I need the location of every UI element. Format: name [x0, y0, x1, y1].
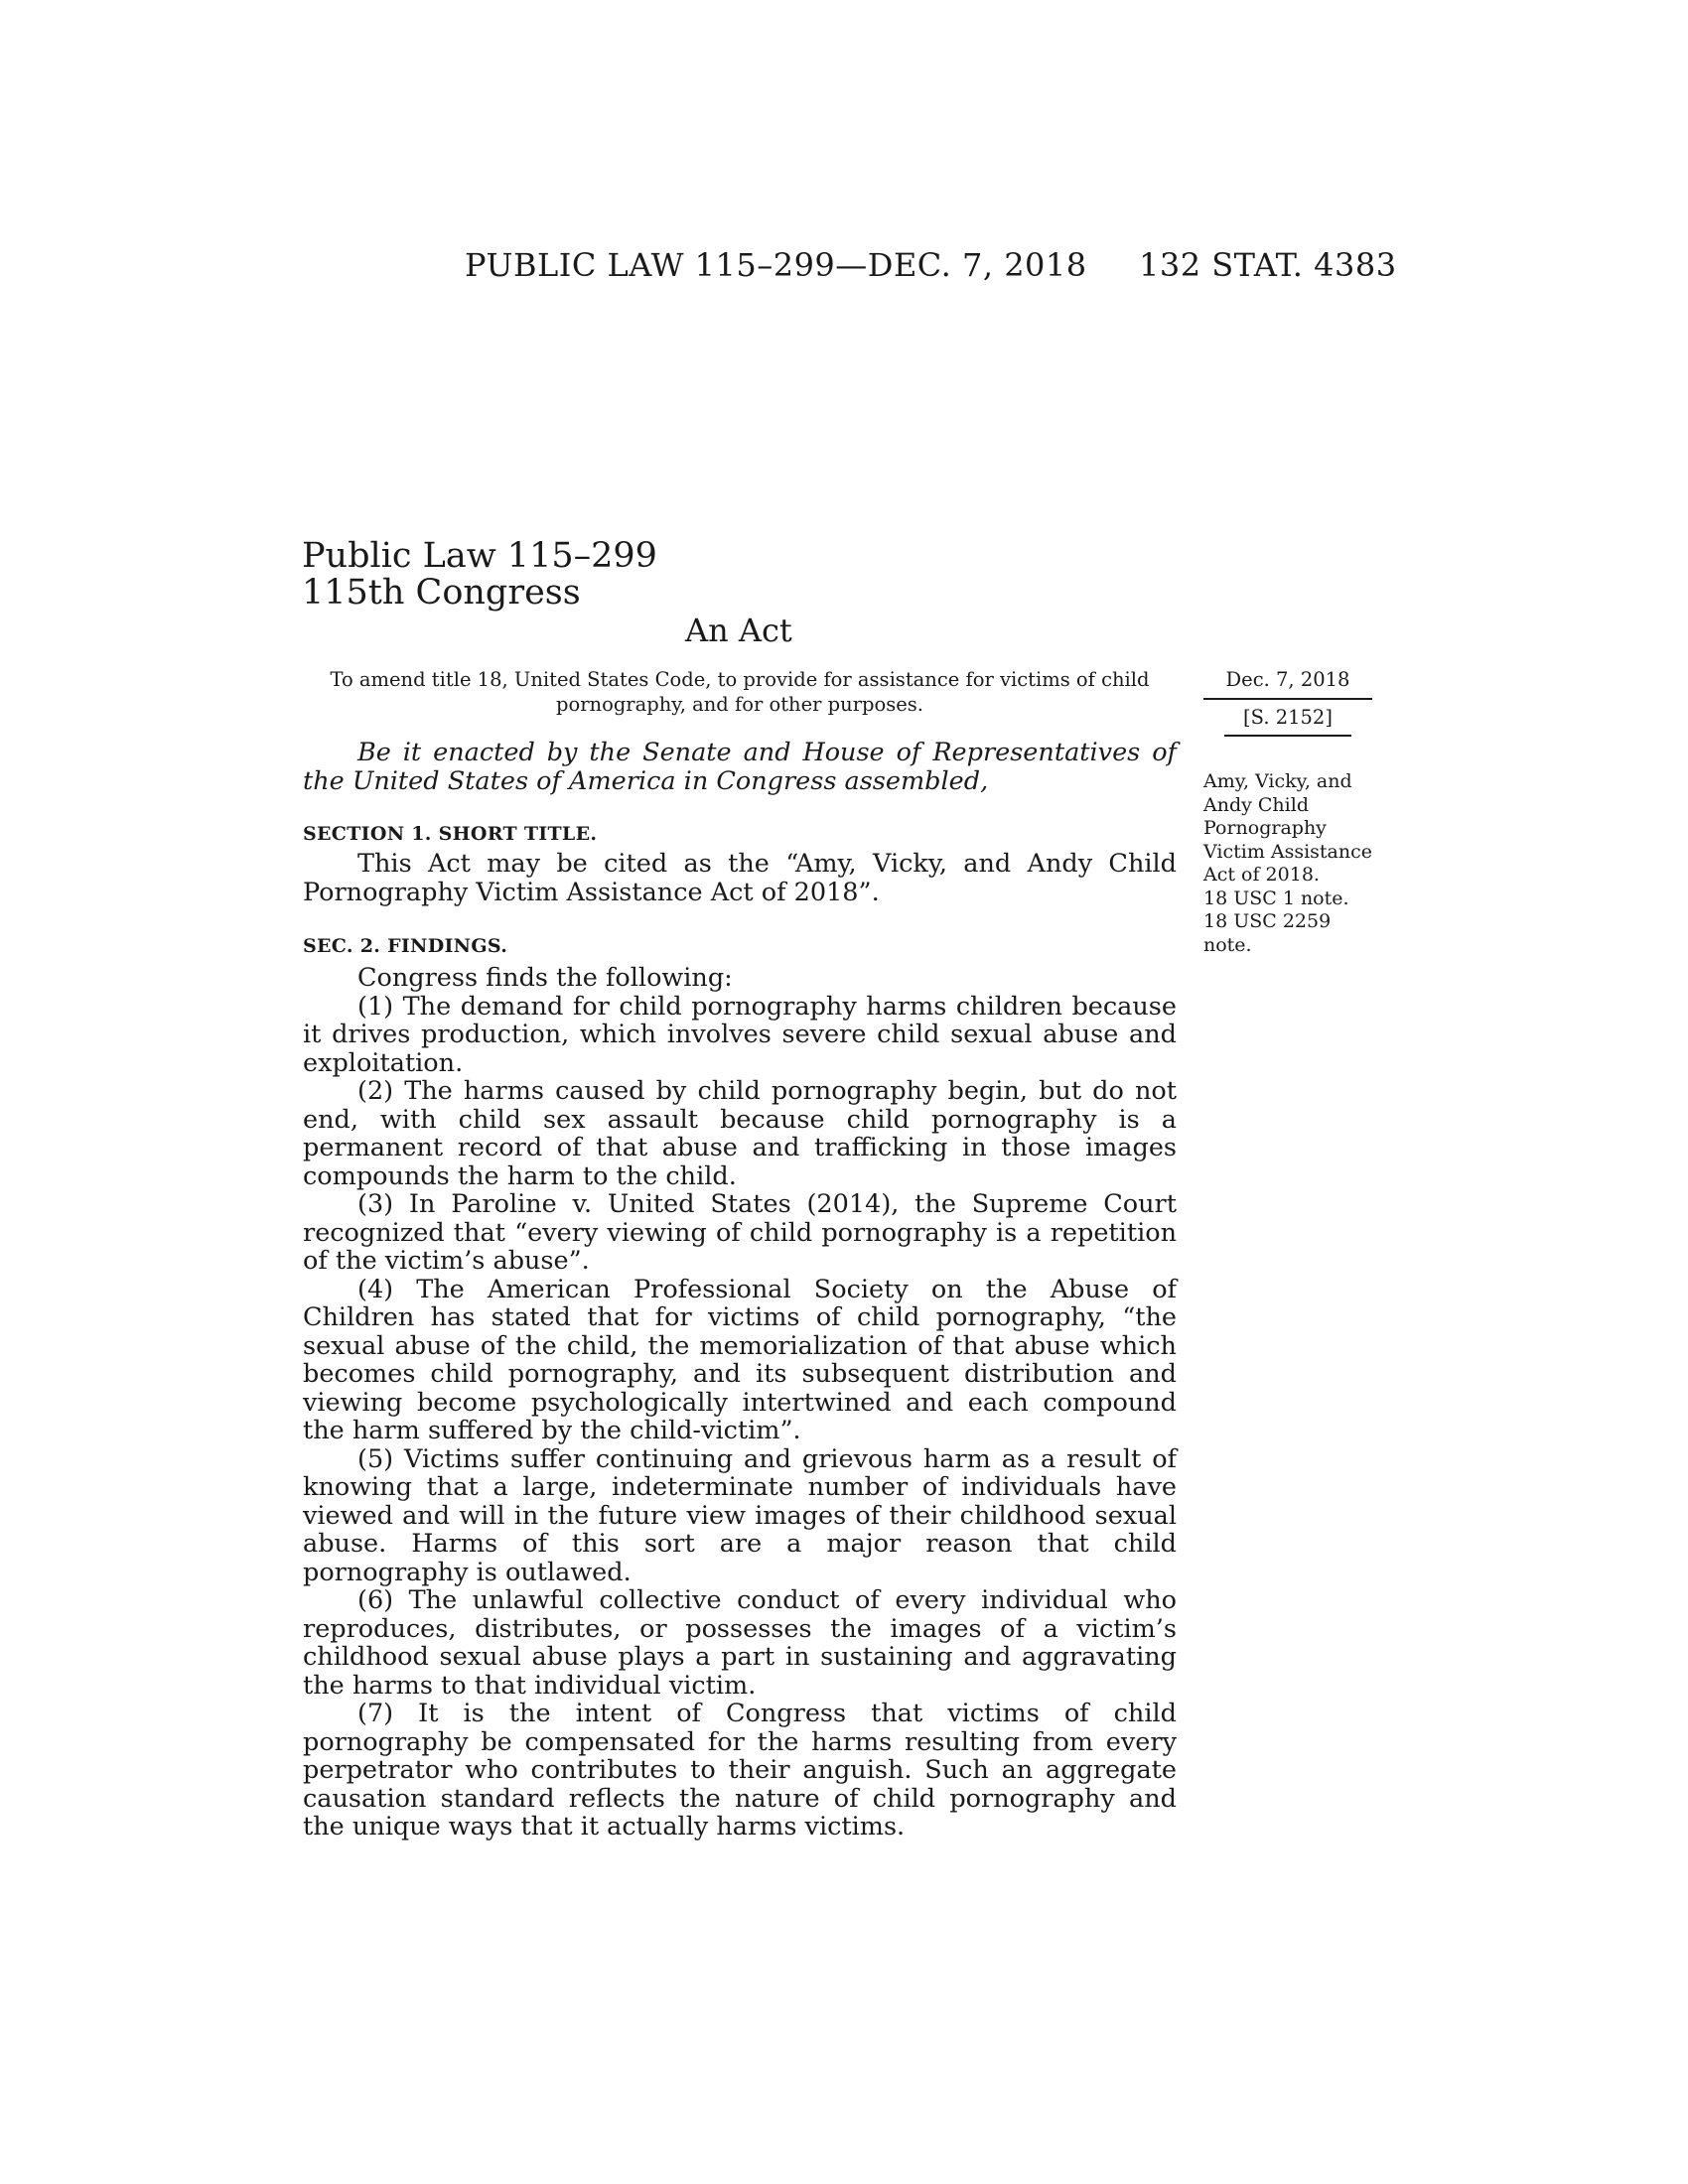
- section-1-heading: SECTION 1. SHORT TITLE.: [303, 823, 598, 845]
- running-head-page-citation: 132 STAT. 4383: [1139, 246, 1397, 284]
- margin-bill-number: [S. 2152]: [1224, 700, 1351, 737]
- finding-item: (5) Victims suffer continuing and grievous harm as a result of knowing that a large, indeterminate number of individuals have viewed and will in the future view images of their childhood sexual abuse. Harms of this sort are a major reason that child pornography is outlawed.: [303, 1443, 1177, 1587]
- running-head-left: PUBLIC LAW 115–299—DEC. 7, 2018: [465, 246, 1087, 284]
- margin-note-usc-2259: 18 USC 2259 note.: [1203, 910, 1332, 956]
- section-2-heading: SEC. 2. FINDINGS.: [303, 935, 508, 957]
- section-1-text: This Act may be cited as the “Amy, Vicky, and Andy Child Pornography Victim Assistance Act of 2018”.: [303, 849, 1177, 907]
- act-purpose: To amend title 18, United States Code, to provide for assistance for victims of child pornography, and for other purposes.: [330, 668, 1150, 716]
- finding-item: (4) The American Professional Society on the Abuse of Children has stated that for victims of child pornography, “the sexual abuse of the child, the memorialization of that abuse which becomes child pornography, and its subsequent distribution and viewing become psychologically intertwined and each compound the harm suffered by the child-victim”.: [303, 1274, 1177, 1445]
- finding-item: (7) It is the intent of Congress that victims of child pornography be compensated for the harms resulting from every perpetrator who contributes to their anguish. Such an aggregate causation standard reflects the nature of child pornography and the unique ways that it actually harms victims.: [303, 1699, 1177, 1842]
- finding-item: (6) The unlawful collective conduct of every individual who reproduces, distributes, or possesses the images of a victim’s childhood sexual abuse plays a part in sustaining and aggravating the harms to that individual victim.: [303, 1585, 1177, 1701]
- margin-note-short-title: Amy, Vicky, and Andy Child Pornography Victim Assistance Act of 2018.: [1203, 770, 1373, 886]
- margin-date: Dec. 7, 2018: [1203, 667, 1372, 700]
- congress-label: 115th Congress: [302, 573, 581, 613]
- section-2-findings: [303, 964, 1177, 1842]
- finding-item: (2) The harms caused by child pornography begin, but do not end, with child sex assault because child pornography is a permanent record of that abuse and trafficking in those images compounds the harm to the child.: [303, 1076, 1177, 1191]
- law-number: Public Law 115–299: [302, 536, 657, 576]
- margin-date-block: [1203, 667, 1372, 737]
- findings-intro: Congress finds the following:: [357, 963, 733, 993]
- finding-item: (1) The demand for child pornography harms children because it drives production, which involves severe child sexual abuse and exploitation.: [303, 991, 1177, 1078]
- finding-item: (3) In Paroline v. United States (2014), the Supreme Court recognized that “every viewing of child pornography is a repetition of the victim’s abuse”.: [303, 1189, 1177, 1276]
- margin-note-usc-1: 18 USC 1 note.: [1203, 887, 1349, 909]
- enacting-clause: Be it enacted by the Senate and House of Representatives of the United States of America in Congress assembled,: [303, 738, 1177, 796]
- act-heading: An Act: [685, 612, 792, 649]
- margin-notes: [1203, 770, 1372, 957]
